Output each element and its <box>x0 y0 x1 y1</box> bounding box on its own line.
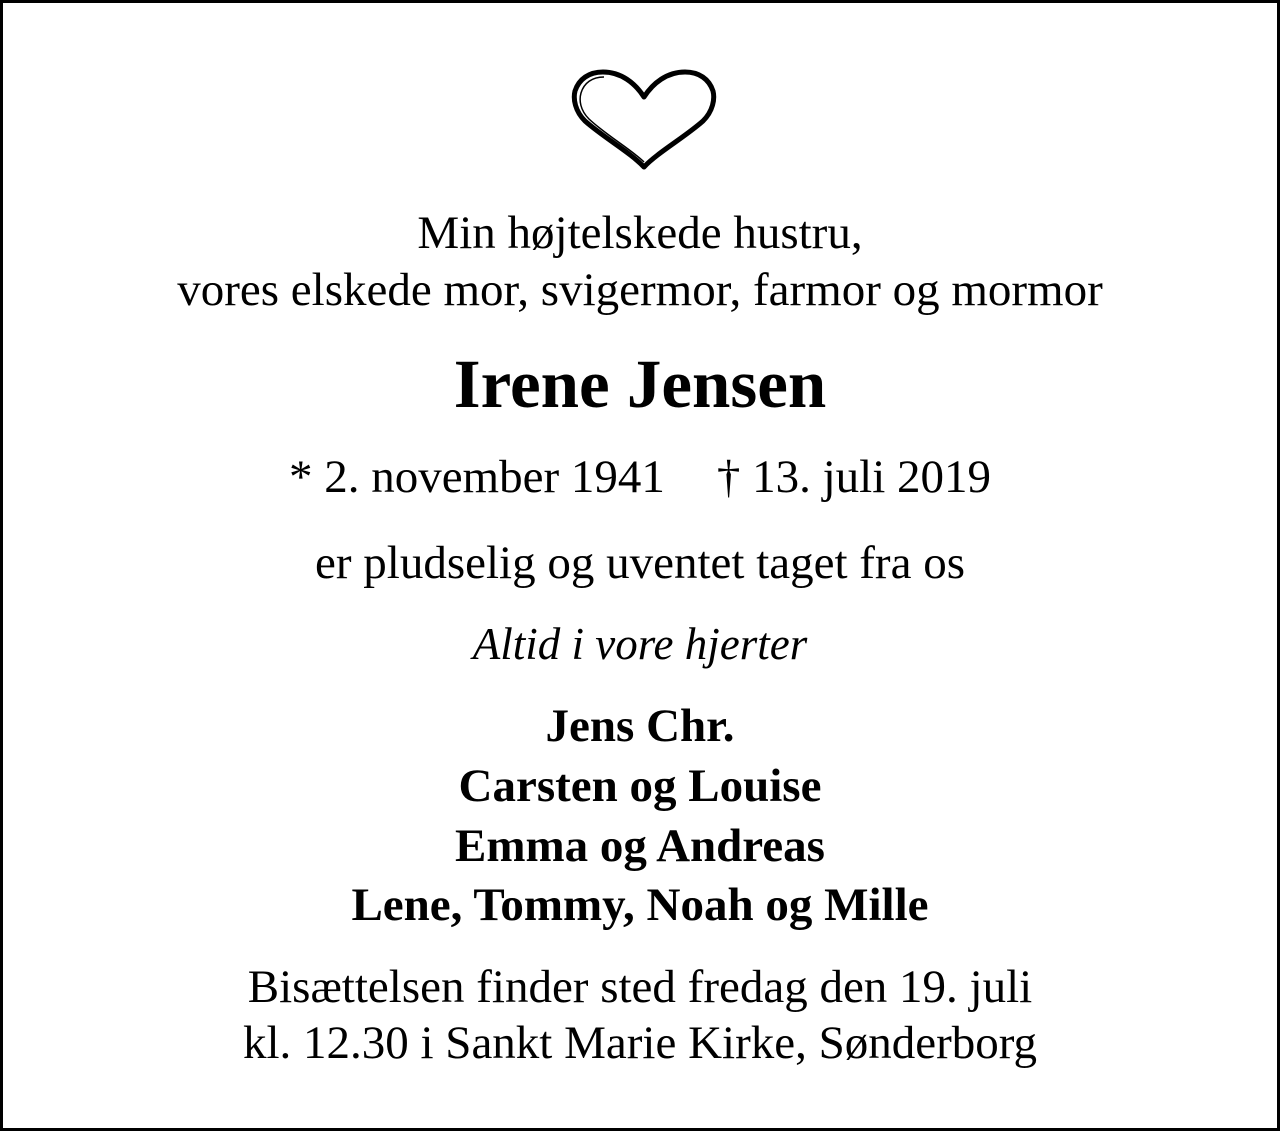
death-date: † 13. juli 2019 <box>716 451 992 503</box>
heart-outline-icon <box>571 69 717 173</box>
intro-line-1: Min højtelskede hustru, <box>417 207 863 259</box>
signer-line-2: Carsten og Louise <box>458 760 822 812</box>
life-dates <box>3 451 1277 503</box>
subtitle: er pludselig og uventet taget fra os <box>315 537 965 589</box>
service-line-2: kl. 12.30 i Sankt Marie Kirke, Sønderborg <box>242 1017 1038 1069</box>
motto: Altid i vore hjerter <box>472 619 808 669</box>
intro-line-2: vores elskede mor, svigermor, farmor og mormor <box>177 264 1103 316</box>
signer-line-1: Jens Chr. <box>545 700 735 752</box>
deceased-name: Irene Jensen <box>453 346 827 422</box>
service-line-1: Bisættelsen finder sted fredag den 19. juli <box>247 961 1033 1013</box>
signer-line-3: Emma og Andreas <box>455 820 825 872</box>
birth-date: * 2. november 1941 <box>288 451 665 503</box>
signer-line-4: Lene, Tommy, Noah og Mille <box>351 879 929 931</box>
